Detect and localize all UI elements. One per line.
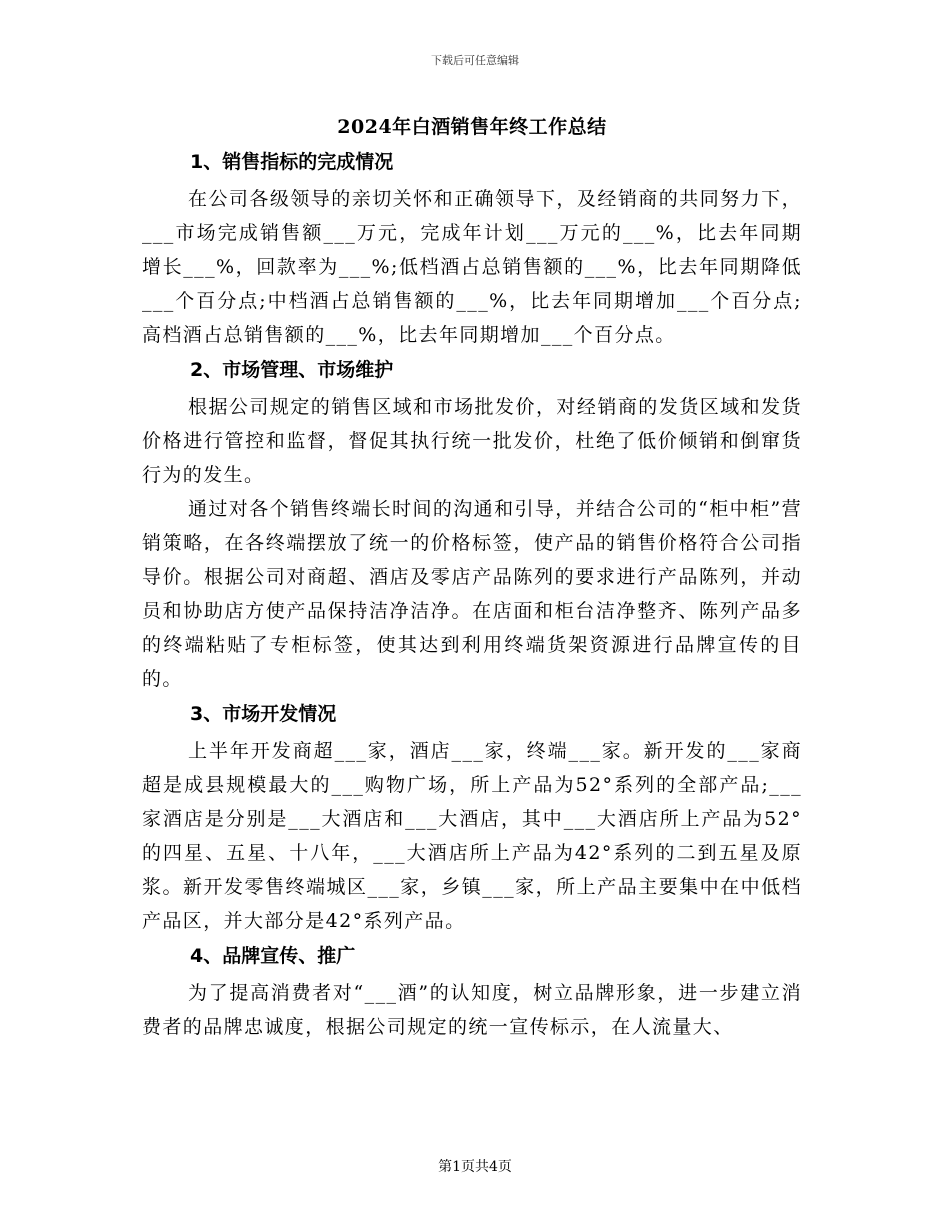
section-heading-3: 3、市场开发情况	[190, 703, 337, 725]
section-2-paragraph-1: 根据公司规定的销售区域和市场批发价，对经销商的发货区域和发货价格进行管控和监督，督促其执行统一批发价，杜绝了低价倾销和倒窜货行为的发生。	[142, 396, 802, 486]
header-note: 下载后可任意编辑	[431, 54, 519, 67]
section-3-paragraph-1: 上半年开发商超___家，酒店___家，终端___家。新开发的___家商超是成县规模最大的___购物广场，所上产品为52°系列的全部产品;___家酒店是分别是___大酒店和___大酒店，其中___大酒店所上产品为52°的四星、五星、十八年，___大酒店所上产品为42°系列的二到五星及原浆。新开发零售终端城区___家，乡镇___家，所上产品主要集中在中低档产品区，并大部分是42°系列产品。	[142, 740, 802, 932]
section-2-paragraph-2: 通过对各个销售终端长时间的沟通和引导，并结合公司的“柜中柜”营销策略，在各终端摆放了统一的价格标签，使产品的销售价格符合公司指导价。根据公司对商超、酒店及零店产品陈列的要求进行产品陈列，并动员和协助店方使产品保持洁净洁净。在店面和柜台洁净整齐、陈列产品多的终端粘贴了专柜标签，使其达到利用终端货架资源进行品牌宣传的目的。	[142, 498, 802, 690]
section-4-paragraph-1: 为了提高消费者对“___酒”的认知度，树立品牌形象，进一步建立消费者的品牌忠诚度，根据公司规定的统一宣传标示，在人流量大、	[142, 982, 802, 1038]
section-1-paragraph-1: 在公司各级领导的亲切关怀和正确领导下，及经销商的共同努力下，___市场完成销售额___万元，完成年计划___万元的___%，比去年同期增长___%，回款率为___%;低档酒占总销售额的___%，比去年同期降低___个百分点;中档酒占总销售额的___%，比去年同期增加___个百分点;高档酒占总销售额的___%，比去年同期增加___个百分点。	[142, 188, 802, 346]
document-body	[142, 112, 802, 1044]
page-footer: 第1页共4页	[438, 1159, 512, 1175]
section-heading-1: 1、销售指标的完成情况	[190, 151, 394, 173]
section-heading-4: 4、品牌宣传、推广	[190, 945, 356, 967]
document-title: 2024年白酒销售年终工作总结	[337, 116, 607, 138]
section-heading-2: 2、市场管理、市场维护	[190, 359, 394, 381]
